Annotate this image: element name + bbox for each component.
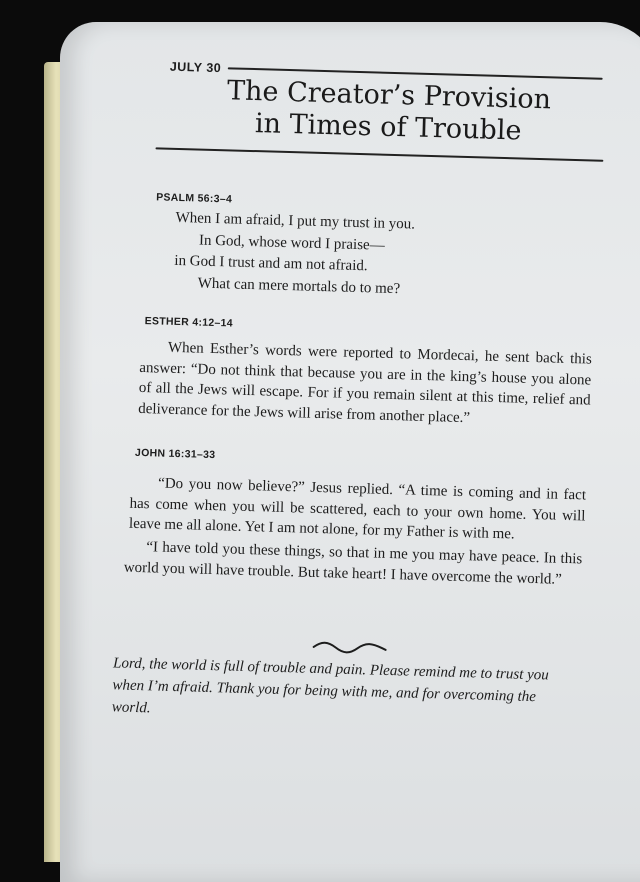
esther-reference: ESTHER 4:12–14 <box>144 315 234 330</box>
title-line-2: in Times of Trouble <box>254 108 522 147</box>
psalm-line: When I am afraid, I put my trust in you. <box>175 209 416 233</box>
psalm-line: In God, whose word I praise— <box>198 232 385 254</box>
devotional-date: JULY 30 <box>169 59 222 76</box>
wavy-line-ornament-icon <box>311 638 387 656</box>
closing-prayer: Lord, the world is full of trouble and pain. Please remind me to trust you when I’m afraid. Thank you for being with me, and for overcoming the world. <box>111 655 550 717</box>
psalm-line: What can mere mortals do to me? <box>197 275 401 297</box>
john-passage-paragraph-1: “Do you now believe?” Jesus replied. “A time is coming and in fact has come when you will be scattered, each to your own home. You will leave me all alone. Yet I am not alone, for my Father is with me. <box>128 475 587 543</box>
title-line-1: The Creator’s Provision <box>226 75 552 116</box>
psalm-line: in God I trust and am not afraid. <box>174 252 368 275</box>
psalm-reference: PSALM 56:3–4 <box>155 191 233 206</box>
john-passage-paragraph-2: “I have told you these things, so that in me you may have peace. In this world you will have trouble. But take heart! I have overcome the world.” <box>123 539 583 588</box>
esther-passage: When Esther’s words were reported to Mordecai, he sent back this answer: “Do not think that because you are in the king’s house you alone of all the Jews will escape. For if you remain silent at this time, relief and deliverance for the Jews will arise from another place.” <box>138 339 593 426</box>
title-rule-bottom <box>155 147 603 162</box>
page-title <box>218 75 560 148</box>
john-reference: JOHN 16:31–33 <box>134 446 216 462</box>
psalm-passage <box>173 208 415 301</box>
